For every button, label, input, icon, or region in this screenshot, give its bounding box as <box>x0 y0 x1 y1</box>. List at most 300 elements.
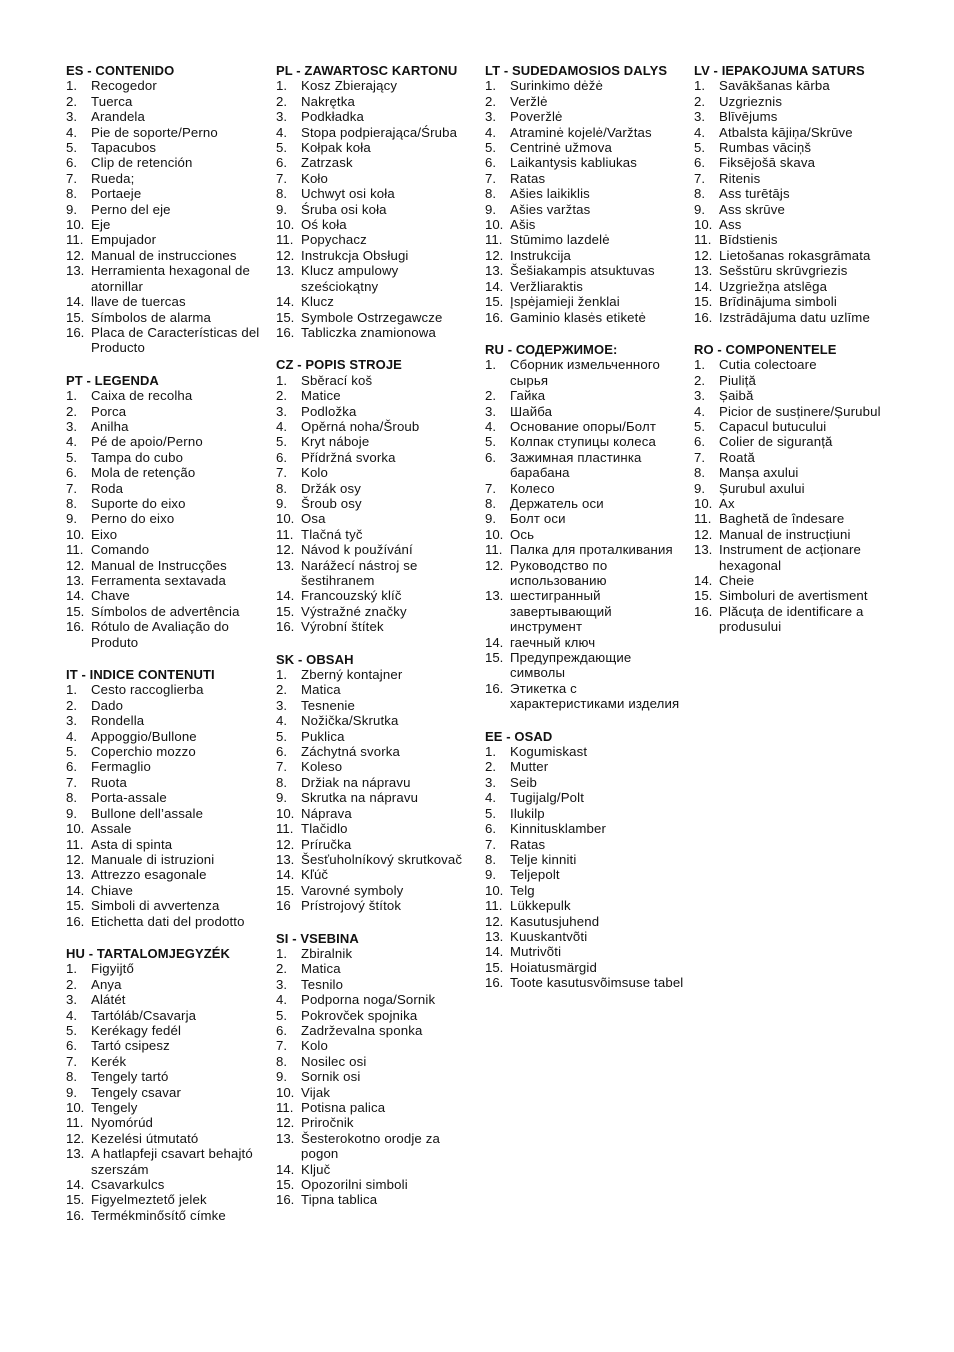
section-title: CZ - POPIS STROJE <box>276 357 402 373</box>
item-label: Matica <box>301 682 341 698</box>
item-number: 8. <box>485 851 496 867</box>
item-number: 4. <box>276 418 287 434</box>
item-number: 10. <box>66 526 85 542</box>
list-item <box>694 263 894 278</box>
item-number: 3. <box>66 992 77 1008</box>
item-number: 7. <box>276 759 287 775</box>
item-label: Plăcuța de identificare a produsului <box>719 603 864 635</box>
item-number: 2. <box>276 961 287 977</box>
item-label: Gaminio klasės etiketė <box>510 309 646 325</box>
list-item <box>66 1131 266 1146</box>
item-number: 3. <box>66 418 77 434</box>
item-label: Șurubul axului <box>719 480 805 496</box>
item-label: Koło <box>301 170 328 186</box>
item-label: Šroub osy <box>301 495 362 511</box>
list-item <box>276 558 476 589</box>
item-number: 4. <box>485 124 496 140</box>
item-number: 9. <box>66 511 77 527</box>
list-item <box>66 78 266 93</box>
language-section <box>66 946 266 1223</box>
item-number: 12. <box>485 247 504 263</box>
list-item <box>485 867 685 882</box>
item-label: Instrument de acționare hexagonal <box>719 542 861 573</box>
list-item <box>276 790 476 805</box>
list-item <box>694 450 894 465</box>
list-item <box>276 759 476 774</box>
item-number: 15. <box>66 898 85 914</box>
item-label: Assale <box>91 821 132 837</box>
item-number: 2. <box>485 759 496 775</box>
content-column <box>485 63 685 1008</box>
item-label: Izstrādājuma datu uzlīme <box>719 309 870 325</box>
item-label: Popychacz <box>301 232 367 248</box>
item-number: 7. <box>276 1038 287 1054</box>
item-number: 8. <box>66 495 77 511</box>
item-label: Kinnitusklamber <box>510 821 607 837</box>
parts-list <box>276 667 476 914</box>
item-number: 2. <box>66 93 77 109</box>
content-column <box>694 63 894 652</box>
item-label: Ratas <box>510 170 546 186</box>
list-item <box>694 171 894 186</box>
item-number: 8. <box>694 465 705 481</box>
list-item <box>66 588 266 603</box>
item-label: Coperchio mozzo <box>91 744 196 760</box>
item-label: Tipna tablica <box>301 1192 378 1208</box>
list-item <box>66 434 266 449</box>
item-label: Ašies laikiklis <box>510 186 590 202</box>
item-label: Ferramenta sextavada <box>91 573 226 588</box>
item-number: 4. <box>66 124 77 140</box>
item-label: Veržliaraktis <box>510 278 584 294</box>
parts-list <box>276 946 476 1208</box>
list-item <box>694 357 894 372</box>
item-number: 4. <box>276 124 287 140</box>
item-label: Náprava <box>301 805 352 821</box>
item-number: 6. <box>276 1022 287 1038</box>
item-label: Držák osy <box>301 480 361 496</box>
section-title: SK - OBSAH <box>276 651 354 667</box>
list-item <box>694 310 894 325</box>
parts-list <box>66 961 266 1223</box>
item-label: Kuuskantvõti <box>510 928 588 944</box>
list-item <box>66 1023 266 1038</box>
list-item <box>485 140 685 155</box>
list-item <box>66 977 266 992</box>
list-item <box>485 975 685 990</box>
list-item <box>66 248 266 263</box>
list-item <box>276 1054 476 1069</box>
list-item <box>66 775 266 790</box>
item-number: 12. <box>66 851 85 867</box>
item-label: Placa de Características del Producto <box>91 324 260 356</box>
item-number: 16. <box>694 603 713 619</box>
list-item <box>485 155 685 170</box>
item-number: 10. <box>485 217 504 233</box>
list-item <box>276 125 476 140</box>
item-number: 9. <box>276 1069 287 1085</box>
item-number: 7. <box>694 170 705 186</box>
list-item <box>276 961 476 976</box>
parts-list <box>66 388 266 650</box>
item-label: Oś koła <box>301 217 347 233</box>
item-label: Anya <box>91 976 122 992</box>
item-number: 2. <box>694 372 705 388</box>
item-number: 14. <box>485 944 504 960</box>
item-number: 8. <box>66 1069 77 1085</box>
item-label: Kolo <box>301 465 328 481</box>
item-label: Matica <box>301 961 341 977</box>
item-label: Šesťuholníkový skrutkovač <box>301 851 463 867</box>
item-label: Francouzský klíč <box>301 588 402 604</box>
item-number: 13. <box>276 851 295 867</box>
list-item <box>66 109 266 124</box>
item-label: Śruba osi koła <box>301 201 387 217</box>
item-number: 11. <box>694 511 712 527</box>
list-item <box>66 837 266 852</box>
item-number: 7. <box>66 1053 77 1069</box>
item-label: Tlačná tyč <box>301 526 363 542</box>
item-number: 8. <box>66 790 77 806</box>
item-number: 16. <box>66 324 85 340</box>
item-label: Podkładka <box>301 109 364 125</box>
item-number: 13. <box>485 928 504 944</box>
item-number: 11. <box>485 232 503 248</box>
item-label: Držiak na nápravu <box>301 774 411 790</box>
list-item <box>66 744 266 759</box>
item-label: Tlačidlo <box>301 821 348 837</box>
list-item <box>276 404 476 419</box>
item-number: 14. <box>276 1161 295 1177</box>
item-label: Pé de apoio/Perno <box>91 434 203 450</box>
item-number: 3. <box>694 388 705 404</box>
item-number: 2. <box>66 403 77 419</box>
item-label: Kerékagy fedél <box>91 1022 182 1038</box>
item-number: 4. <box>66 434 77 450</box>
list-item <box>485 496 685 511</box>
item-number: 8. <box>485 186 496 202</box>
item-label: Lietošanas rokasgrāmata <box>719 247 871 263</box>
list-item <box>276 481 476 496</box>
item-label: Simboli di avvertenza <box>91 898 220 914</box>
list-item <box>66 125 266 140</box>
language-section <box>276 63 476 340</box>
item-number: 7. <box>485 836 496 852</box>
list-item <box>694 388 894 403</box>
list-item <box>485 232 685 247</box>
list-item <box>276 619 476 634</box>
item-label: Capacul butucului <box>719 418 827 434</box>
item-label: Manual de Instrucções <box>91 557 227 573</box>
item-number: 9. <box>276 201 287 217</box>
item-label: Tartóláb/Csavarja <box>91 1007 197 1023</box>
item-number: 7. <box>66 170 77 186</box>
list-item <box>66 604 266 619</box>
item-label: Príručka <box>301 836 352 852</box>
list-item <box>485 759 685 774</box>
item-number: 16. <box>485 680 504 696</box>
item-number: 16 <box>276 898 291 914</box>
list-item <box>485 852 685 867</box>
item-label: Sešstūru skrūvgriezis <box>719 263 848 279</box>
item-label: Nakrętka <box>301 93 355 109</box>
item-label: Laikantysis kabliukas <box>510 155 638 171</box>
list-item <box>66 171 266 186</box>
list-item <box>66 558 266 573</box>
item-number: 3. <box>485 109 496 125</box>
item-label: Mola de retenção <box>91 465 196 481</box>
item-number: 10. <box>276 805 295 821</box>
list-item <box>485 357 685 388</box>
list-item <box>485 94 685 109</box>
item-number: 6. <box>66 759 77 775</box>
list-item <box>694 419 894 434</box>
item-label: Puklica <box>301 728 345 744</box>
item-label: Symbole Ostrzegawcze <box>301 309 443 325</box>
list-item <box>276 852 476 867</box>
list-item <box>66 821 266 836</box>
item-label: Šesterokotno orodje za pogon <box>301 1130 440 1162</box>
section-title: RO - COMPONENTELE <box>694 341 837 357</box>
item-number: 2. <box>276 388 287 404</box>
item-number: 12. <box>276 247 295 263</box>
list-item <box>276 94 476 109</box>
item-number: 2. <box>485 93 496 109</box>
item-label: Tuerca <box>91 93 133 109</box>
item-label: Záchytná svorka <box>301 744 400 760</box>
list-item <box>276 1177 476 1192</box>
list-item <box>276 837 476 852</box>
item-label: Ilukilp <box>510 805 545 821</box>
item-number: 4. <box>66 1007 77 1023</box>
item-number: 3. <box>276 697 287 713</box>
item-number: 5. <box>485 140 496 156</box>
list-item <box>694 78 894 93</box>
item-number: 15. <box>694 294 713 310</box>
list-item <box>485 404 685 419</box>
item-number: 11. <box>66 1115 84 1131</box>
section-title: ES - CONTENIDO <box>66 63 175 78</box>
item-number: 5. <box>66 1022 77 1038</box>
item-label: Veržlė <box>510 93 548 109</box>
item-number: 9. <box>485 201 496 217</box>
item-number: 15. <box>276 603 295 619</box>
list-item <box>485 481 685 496</box>
item-number: 6. <box>485 155 496 171</box>
list-item <box>66 914 266 929</box>
item-label: Tengely csavar <box>91 1084 182 1100</box>
item-number: 9. <box>485 511 496 527</box>
item-number: 6. <box>485 449 496 465</box>
item-label: Podporna noga/Sornik <box>301 992 436 1008</box>
item-number: 2. <box>485 388 496 404</box>
item-number: 16. <box>694 309 713 325</box>
list-item <box>694 217 894 232</box>
item-label: Kerék <box>91 1053 127 1069</box>
item-label: Rondella <box>91 713 145 729</box>
item-label: Kogumiskast <box>510 744 588 760</box>
item-label: Cutia colectoare <box>719 357 817 373</box>
list-item <box>66 1115 266 1130</box>
list-item <box>276 992 476 1007</box>
list-item <box>276 294 476 309</box>
list-item <box>485 294 685 309</box>
list-item <box>66 1085 266 1100</box>
item-label: Основание опоры/Болт <box>510 418 657 434</box>
list-item <box>276 898 476 913</box>
list-item <box>276 1192 476 1207</box>
item-number: 12. <box>66 1130 85 1146</box>
list-item <box>276 155 476 170</box>
item-label: Instrukcja Obsługi <box>301 247 409 263</box>
list-item <box>694 140 894 155</box>
item-number: 6. <box>276 449 287 465</box>
item-number: 6. <box>276 155 287 171</box>
list-item <box>66 465 266 480</box>
item-number: 16. <box>66 619 85 635</box>
item-label: Roată <box>719 449 755 465</box>
list-item <box>694 109 894 124</box>
list-item <box>276 232 476 247</box>
list-item <box>485 511 685 526</box>
item-number: 8. <box>276 480 287 496</box>
item-label: Kosz Zbierający <box>301 78 398 94</box>
item-number: 14. <box>276 588 295 604</box>
item-label: Matice <box>301 388 341 404</box>
item-label: Палка для проталкивания <box>510 542 673 558</box>
item-label: Fermaglio <box>91 759 151 775</box>
item-number: 8. <box>276 186 287 202</box>
item-label: Cesto raccoglierba <box>91 682 204 698</box>
item-label: Kezelési útmutató <box>91 1130 199 1146</box>
list-item <box>66 883 266 898</box>
item-number: 1. <box>276 78 287 94</box>
list-item <box>66 961 266 976</box>
item-label: Kołpak koła <box>301 140 371 156</box>
list-item <box>276 310 476 325</box>
list-item <box>276 325 476 340</box>
item-label: Ključ <box>301 1161 331 1177</box>
list-item <box>485 125 685 140</box>
item-number: 13. <box>66 263 85 279</box>
list-item <box>66 232 266 247</box>
list-item <box>694 465 894 480</box>
list-item <box>276 109 476 124</box>
item-label: Uzgrieznis <box>719 93 783 109</box>
item-label: Rótulo de Avaliação do Produto <box>91 619 229 650</box>
item-number: 13. <box>485 588 504 604</box>
parts-list <box>66 78 266 355</box>
item-number: 10. <box>276 217 295 233</box>
list-item <box>276 434 476 449</box>
list-item <box>485 527 685 542</box>
item-number: 10. <box>66 821 85 837</box>
item-label: Alátét <box>91 992 126 1008</box>
language-section <box>694 63 894 325</box>
item-label: Tesnilo <box>301 976 344 992</box>
item-number: 11. <box>485 898 503 914</box>
item-number: 12. <box>276 542 295 558</box>
list-item <box>66 1038 266 1053</box>
item-number: 1. <box>276 372 287 388</box>
item-label: Suporte do eixo <box>91 495 186 511</box>
list-item <box>694 155 894 170</box>
list-item <box>485 217 685 232</box>
list-item <box>66 217 266 232</box>
item-label: Stūmimo lazdelė <box>510 232 610 248</box>
item-number: 12. <box>694 526 713 542</box>
list-item <box>276 729 476 744</box>
item-label: Ritenis <box>719 170 761 186</box>
list-item <box>276 217 476 232</box>
item-label: Nožička/Skrutka <box>301 713 399 729</box>
item-number: 6. <box>485 821 496 837</box>
list-item <box>276 373 476 388</box>
list-item <box>485 248 685 263</box>
item-number: 15. <box>276 882 295 898</box>
item-label: Vijak <box>301 1084 331 1100</box>
list-item <box>276 1085 476 1100</box>
item-label: Teljepolt <box>510 867 560 883</box>
item-number: 10. <box>694 217 713 233</box>
list-item <box>66 419 266 434</box>
item-label: Výstražné značky <box>301 603 407 619</box>
list-item <box>276 202 476 217</box>
item-number: 5. <box>276 728 287 744</box>
language-section <box>276 357 476 634</box>
section-title: PL - ZAWARTOSC KARTONU <box>276 63 458 78</box>
item-label: Tartó csipesz <box>91 1038 170 1054</box>
list-item <box>694 481 894 496</box>
item-label: Pokrovček spojnika <box>301 1007 418 1023</box>
item-number: 6. <box>66 465 77 481</box>
item-number: 1. <box>276 945 287 961</box>
list-item <box>66 542 266 557</box>
list-item <box>66 527 266 542</box>
item-number: 13. <box>66 573 85 588</box>
list-item <box>276 186 476 201</box>
list-item <box>276 604 476 619</box>
section-title: EE - OSAD <box>485 728 553 744</box>
item-number: 7. <box>694 449 705 465</box>
item-number: 1. <box>66 388 77 404</box>
list-item <box>66 263 266 294</box>
item-number: 13. <box>485 263 504 279</box>
item-label: Koleso <box>301 759 343 775</box>
list-item <box>276 1069 476 1084</box>
item-label: Stopa podpierająca/Śruba <box>301 124 458 140</box>
item-number: 4. <box>276 992 287 1008</box>
item-number: 16. <box>66 1207 85 1223</box>
list-item <box>66 806 266 821</box>
list-item <box>694 573 894 588</box>
list-item <box>485 542 685 557</box>
item-label: Chiave <box>91 882 133 898</box>
item-number: 16. <box>276 324 295 340</box>
item-number: 1. <box>66 961 77 977</box>
item-label: Предупреждающие символы <box>510 650 632 681</box>
item-number: 1. <box>485 78 496 94</box>
item-number: 4. <box>66 728 77 744</box>
item-label: Varovné symboly <box>301 882 404 898</box>
list-item <box>66 511 266 526</box>
list-item <box>276 775 476 790</box>
item-label: Seib <box>510 774 537 790</box>
list-item <box>276 1162 476 1177</box>
item-number: 14. <box>276 294 295 310</box>
item-label: Piuliță <box>719 372 756 388</box>
list-item <box>276 248 476 263</box>
